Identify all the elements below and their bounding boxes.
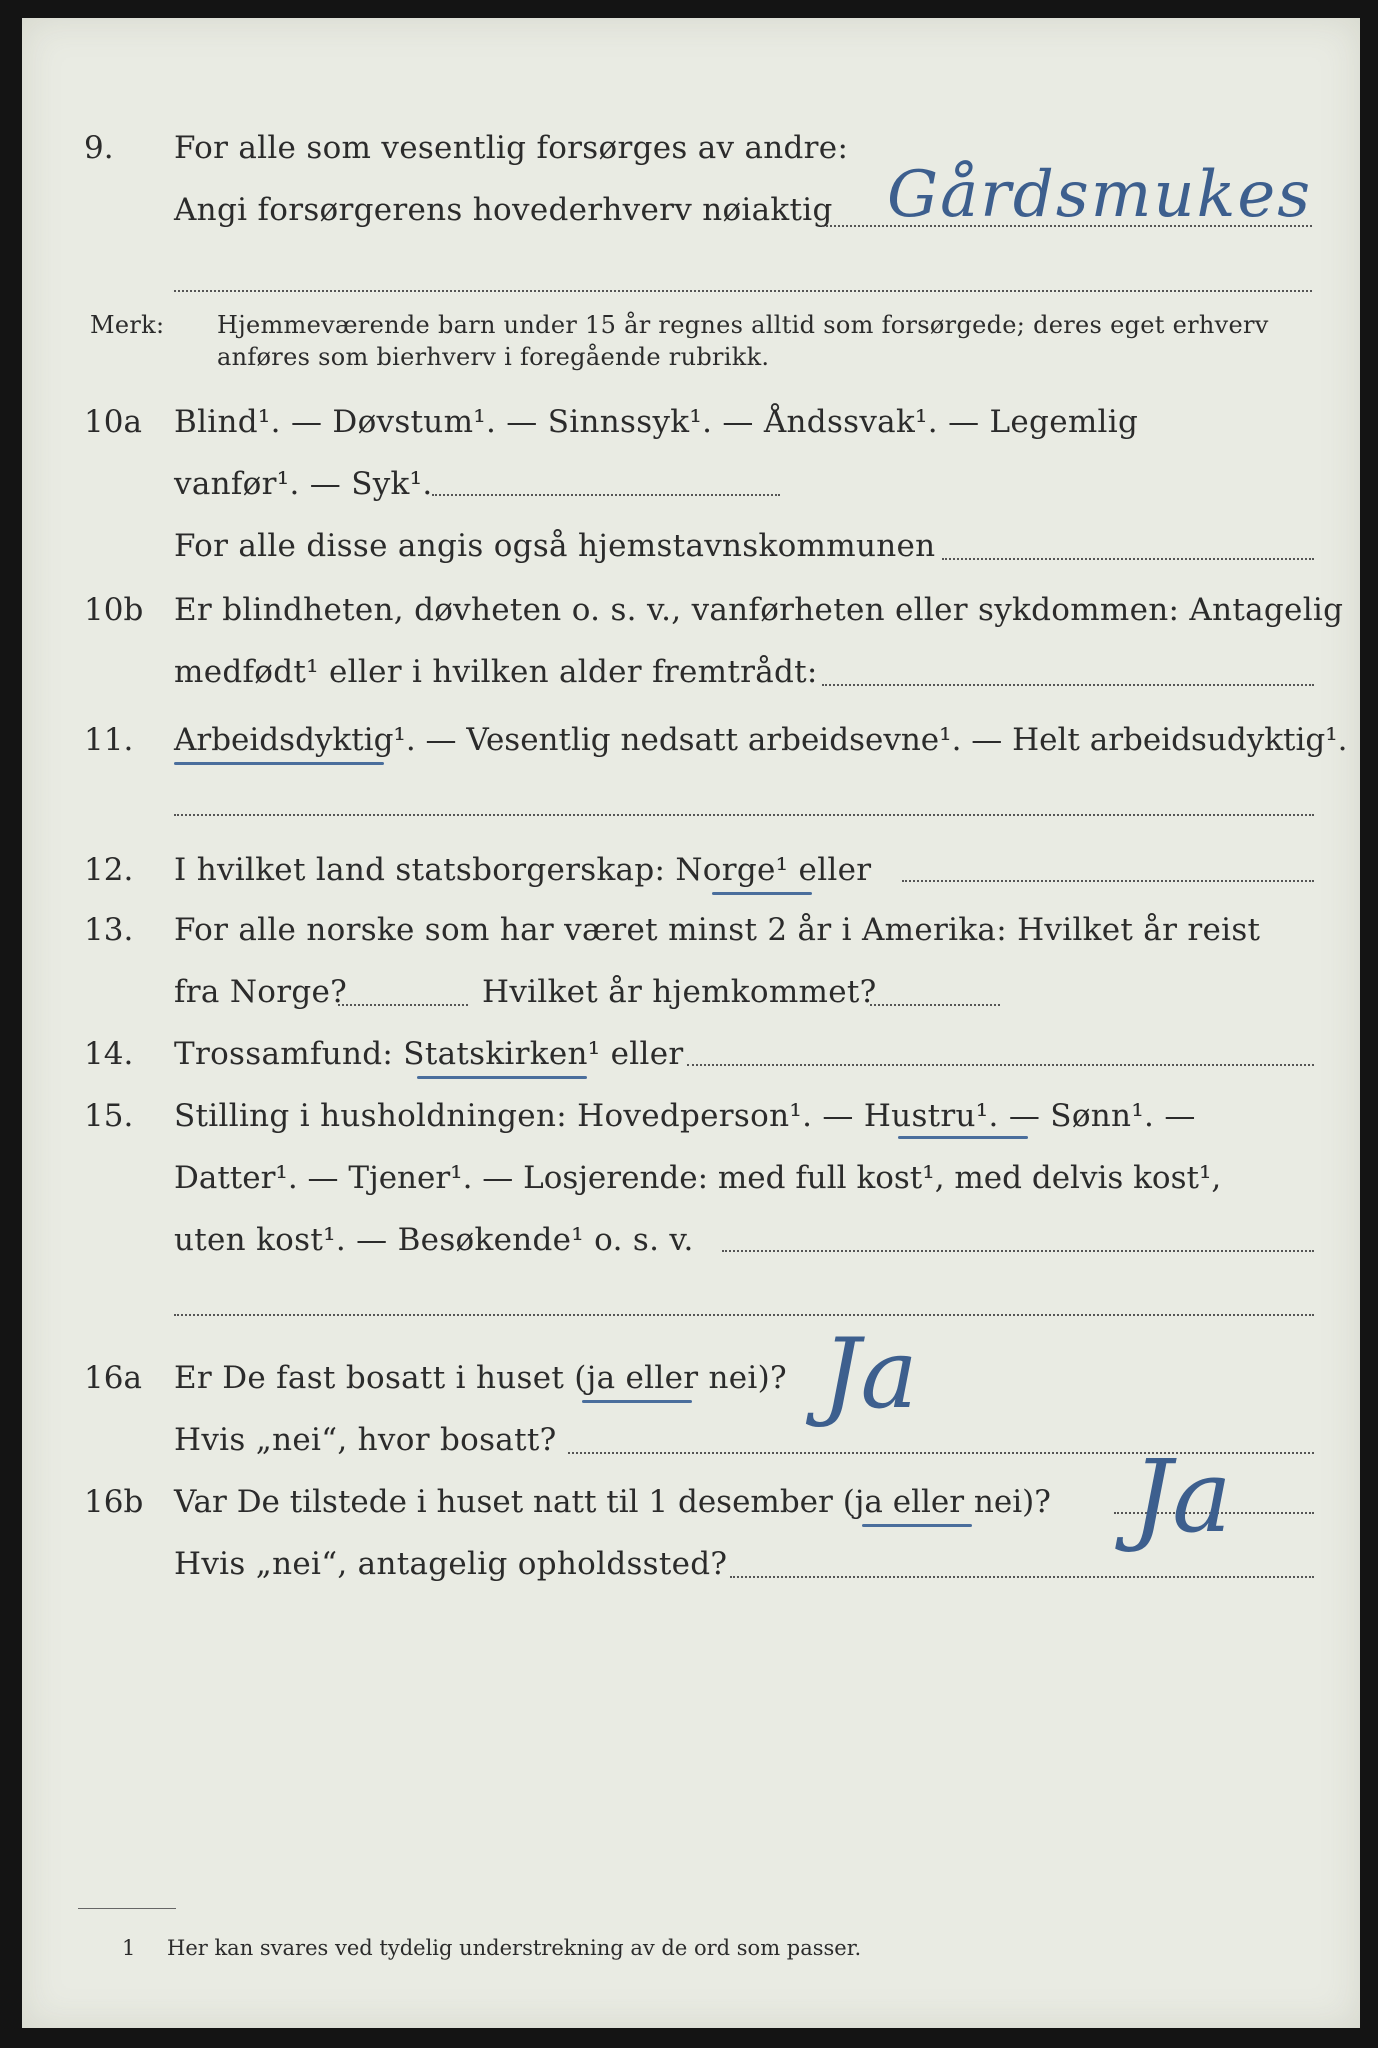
- q11-extra-line: [174, 814, 1314, 816]
- q11-number: 11.: [84, 722, 134, 758]
- q16b-underline-mark: [862, 1524, 972, 1527]
- q10b-age-line: [822, 684, 1314, 686]
- q9-line1: For alle som vesentlig forsørges av andre:: [174, 130, 849, 166]
- q10a-home-line: [942, 558, 1314, 560]
- q15-line2: Datter¹. — Tjener¹. — Losjerende: med full kost¹, med delvis kost¹,: [174, 1160, 1222, 1196]
- q16a-line2: Hvis „nei“, hvor bosatt?: [174, 1422, 557, 1458]
- q11-underline-mark: [174, 762, 384, 765]
- footnote-text: Her kan svares ved tydelig understrekning av de ord som passer.: [167, 1936, 862, 1960]
- q13-line1: For alle norske som har været minst 2 år i Amerika: Hvilket år reist: [174, 912, 1261, 948]
- q13-left-line: [338, 1004, 468, 1006]
- q12-number: 12.: [84, 852, 134, 888]
- q12-line1: I hvilket land statsborgerskap: Norge¹ eller: [174, 852, 872, 888]
- q14-underline-mark: [417, 1076, 587, 1079]
- q15-other-line: [722, 1250, 1314, 1252]
- q9-extra-line: [174, 290, 1312, 292]
- q16b-line2: Hvis „nei“, antagelig opholdssted?: [174, 1546, 728, 1582]
- q15-line3: uten kost¹. — Besøkende¹ o. s. v.: [174, 1222, 694, 1258]
- q14-line1: Trossamfund: Statskirken¹ eller: [174, 1036, 684, 1072]
- q9-line2: Angi forsørgerens hovederhverv nøiaktig: [174, 192, 833, 228]
- q10b-line2: medfødt¹ eller i hvilken alder fremtrådt:: [174, 654, 818, 690]
- q10b-number: 10b: [84, 592, 144, 628]
- q12-other-line: [902, 880, 1314, 882]
- q13-line2b: Hvilket år hjemkommet?: [482, 974, 877, 1010]
- q13-returned-line: [870, 1004, 1000, 1006]
- q14-other-line: [687, 1064, 1314, 1066]
- q16b-stay-line: [730, 1576, 1314, 1578]
- q9-number: 9.: [84, 130, 114, 166]
- q10a-line3: For alle disse angis også hjemstavnskommunen: [174, 528, 936, 564]
- q16a-line1: Er De fast bosatt i huset (ja eller nei)?: [174, 1360, 787, 1396]
- q12-underline-mark: [712, 892, 812, 895]
- q10a-line1: Blind¹. — Døvstum¹. — Sinnssyk¹. — Åndssvak¹. — Legemlig: [174, 404, 1139, 440]
- footnote-mark: 1: [122, 1936, 136, 1960]
- q16b-number: 16b: [84, 1484, 144, 1520]
- q11-line1: Arbeidsdyktig¹. — Vesentlig nedsatt arbeidsevne¹. — Helt arbeidsudyktig¹.: [174, 722, 1348, 758]
- q10a-sick-line: [432, 494, 780, 496]
- note-line2: anføres som bierhverv i foregående rubrikk.: [217, 343, 770, 371]
- census-form-page: [22, 18, 1360, 2028]
- note-line1: Hjemmeværende barn under 15 år regnes alltid som forsørgede; deres eget erhverv: [217, 311, 1269, 339]
- q14-number: 14.: [84, 1036, 134, 1072]
- footnote-rule: [78, 1908, 176, 1909]
- q15-number: 15.: [84, 1098, 134, 1134]
- q13-line2a: fra Norge?: [174, 974, 348, 1010]
- q16a-underline-mark: [582, 1400, 692, 1403]
- q16b-line1: Var De tilstede i huset natt til 1 desember (ja eller nei)?: [174, 1484, 1051, 1520]
- q16a-handwritten-answer: Ja: [822, 1318, 918, 1430]
- q16b-handwritten-answer: Ja: [1132, 1438, 1232, 1555]
- q15-underline-mark: [898, 1136, 1028, 1139]
- q15-line1: Stilling i husholdningen: Hovedperson¹. — Hustru¹. — Sønn¹. —: [174, 1098, 1196, 1134]
- q13-number: 13.: [84, 912, 134, 948]
- q10a-line2: vanfør¹. — Syk¹.: [174, 466, 433, 502]
- q10b-line1: Er blindheten, døvheten o. s. v., vanførheten eller sykdommen: Antagelig: [174, 592, 1344, 628]
- q9-handwritten-answer: Gårdsmukes: [887, 158, 1313, 232]
- q10a-number: 10a: [84, 404, 142, 440]
- q16a-number: 16a: [84, 1360, 142, 1396]
- q15-extra-line: [174, 1314, 1314, 1316]
- note-label: Merk:: [90, 311, 165, 339]
